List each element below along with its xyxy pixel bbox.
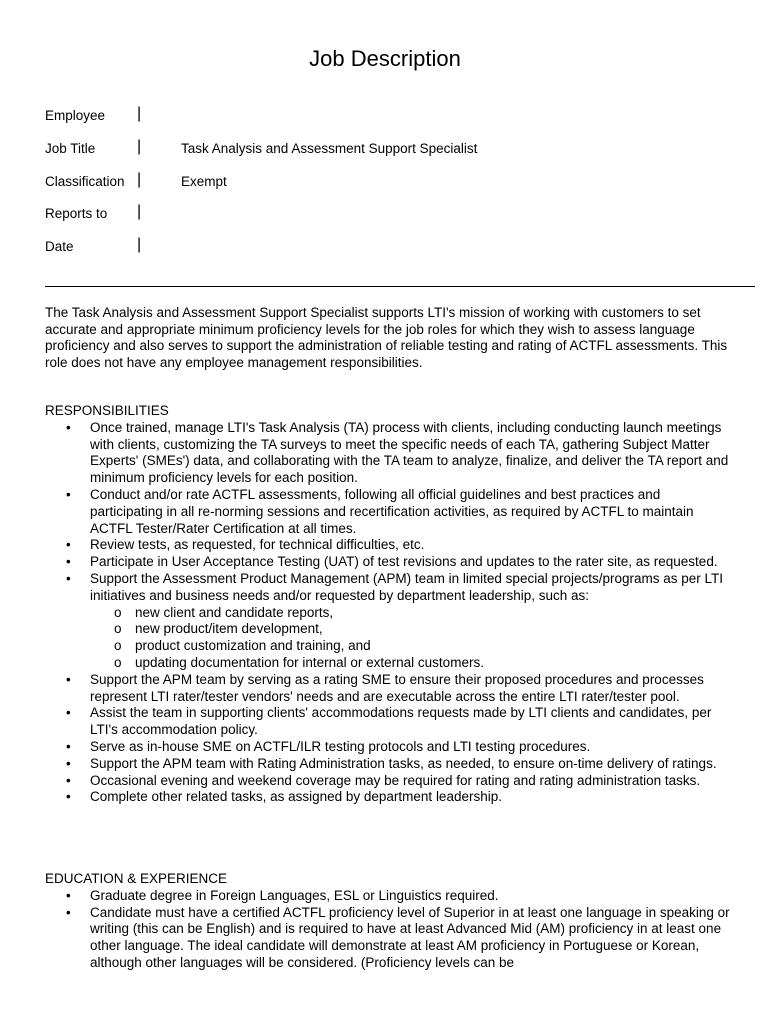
sub-list-item: o new client and candidate reports, bbox=[135, 605, 735, 622]
field-label: Classification bbox=[45, 174, 125, 189]
list-item-text: Support the Assessment Product Management (APM) team in limited special projects/programs as per LTI initiatives and business needs and/or requested by department leadership, such as: bbox=[90, 570, 724, 603]
sub-list-item: o product customization and training, and bbox=[135, 638, 735, 655]
field-classification bbox=[45, 171, 725, 193]
field-employee bbox=[45, 105, 725, 127]
field-reports-to bbox=[45, 203, 725, 225]
list-item: • Candidate must have a certified ACTFL proficiency level of Superior in at least one language in speaking or writing (this can be English) and is required to have at least Advanced Mid (AM) proficiency in at least one other language. The ideal candidate will demonstrate at least AM proficiency in Portuguese or Korean, although other languages will be considered. (Proficiency levels can be bbox=[90, 905, 735, 972]
field-label: Date bbox=[45, 239, 74, 254]
responsibilities-section bbox=[45, 403, 735, 806]
horizontal-rule bbox=[45, 286, 755, 287]
list-item: • Conduct and/or rate ACTFL assessments, following all official guidelines and best practices and participating in all re-norming sessions and recertification activities, as required by ACTFL to maintain ACTFL Tester/Rater Certification at all times. bbox=[90, 487, 735, 537]
education-section bbox=[45, 871, 735, 972]
list-item: • Serve as in-house SME on ACTFL/ILR testing protocols and LTI testing procedures. bbox=[90, 739, 735, 756]
list-item: • Support the APM team by serving as a rating SME to ensure their proposed procedures and processes represent LTI rater/tester vendors' needs and are executable across the entire LTI rater/tester pool. bbox=[90, 672, 735, 706]
list-item: • Once trained, manage LTI's Task Analysis (TA) process with clients, including conducting launch meetings with clients, customizing the TA surveys to meet the specific needs of each TA, gathering Subject Matter Experts' (SMEs') data, and collaborating with the TA team to analyze, finalize, and deliver the TA report and minimum proficiency levels for each position. bbox=[90, 420, 735, 487]
education-list bbox=[45, 888, 735, 972]
list-item bbox=[90, 571, 735, 672]
list-item: • Occasional evening and weekend coverage may be required for rating and rating administration tasks. bbox=[90, 773, 735, 790]
field-separator: | bbox=[137, 236, 142, 253]
field-separator: | bbox=[137, 203, 142, 220]
field-label: Employee bbox=[45, 108, 106, 123]
field-label: Reports to bbox=[45, 206, 108, 221]
responsibilities-heading: RESPONSIBILITIES bbox=[45, 403, 169, 418]
field-separator: | bbox=[137, 105, 142, 122]
field-date bbox=[45, 236, 725, 258]
sub-list-item: o updating documentation for internal or external customers. bbox=[135, 655, 735, 672]
field-separator: | bbox=[137, 138, 142, 155]
sub-list-item: o new product/item development, bbox=[135, 621, 735, 638]
list-item: • Graduate degree in Foreign Languages, ESL or Linguistics required. bbox=[90, 888, 735, 905]
list-item: • Assist the team in supporting clients' accommodations requests made by LTI clients and candidates, per LTI's accommodation policy. bbox=[90, 705, 735, 739]
list-item: • Complete other related tasks, as assigned by department leadership. bbox=[90, 789, 735, 806]
page-title: Job Description bbox=[309, 46, 461, 71]
list-item: • Review tests, as requested, for technical difficulties, etc. bbox=[90, 537, 735, 554]
field-value: Task Analysis and Assessment Support Specialist bbox=[181, 141, 478, 156]
sub-list bbox=[90, 605, 735, 672]
responsibilities-list bbox=[45, 420, 735, 806]
field-separator: | bbox=[137, 171, 142, 188]
education-heading: EDUCATION & EXPERIENCE bbox=[45, 871, 228, 886]
list-item: • Support the APM team with Rating Administration tasks, as needed, to ensure on-time delivery of ratings. bbox=[90, 756, 735, 773]
field-job-title bbox=[45, 138, 725, 160]
intro-paragraph: The Task Analysis and Assessment Support Specialist supports LTI's mission of working with customers to set accurate and appropriate minimum proficiency levels for the job roles for which they wish to assess language proficiency and also serves to support the administration of reliable testing and rating of ACTFL assessments. This role does not have any employee management responsibilities. bbox=[45, 305, 728, 370]
field-value: Exempt bbox=[181, 174, 227, 189]
list-item: • Participate in User Acceptance Testing (UAT) of test revisions and updates to the rater site, as requested. bbox=[90, 554, 735, 571]
field-label: Job Title bbox=[45, 141, 96, 156]
